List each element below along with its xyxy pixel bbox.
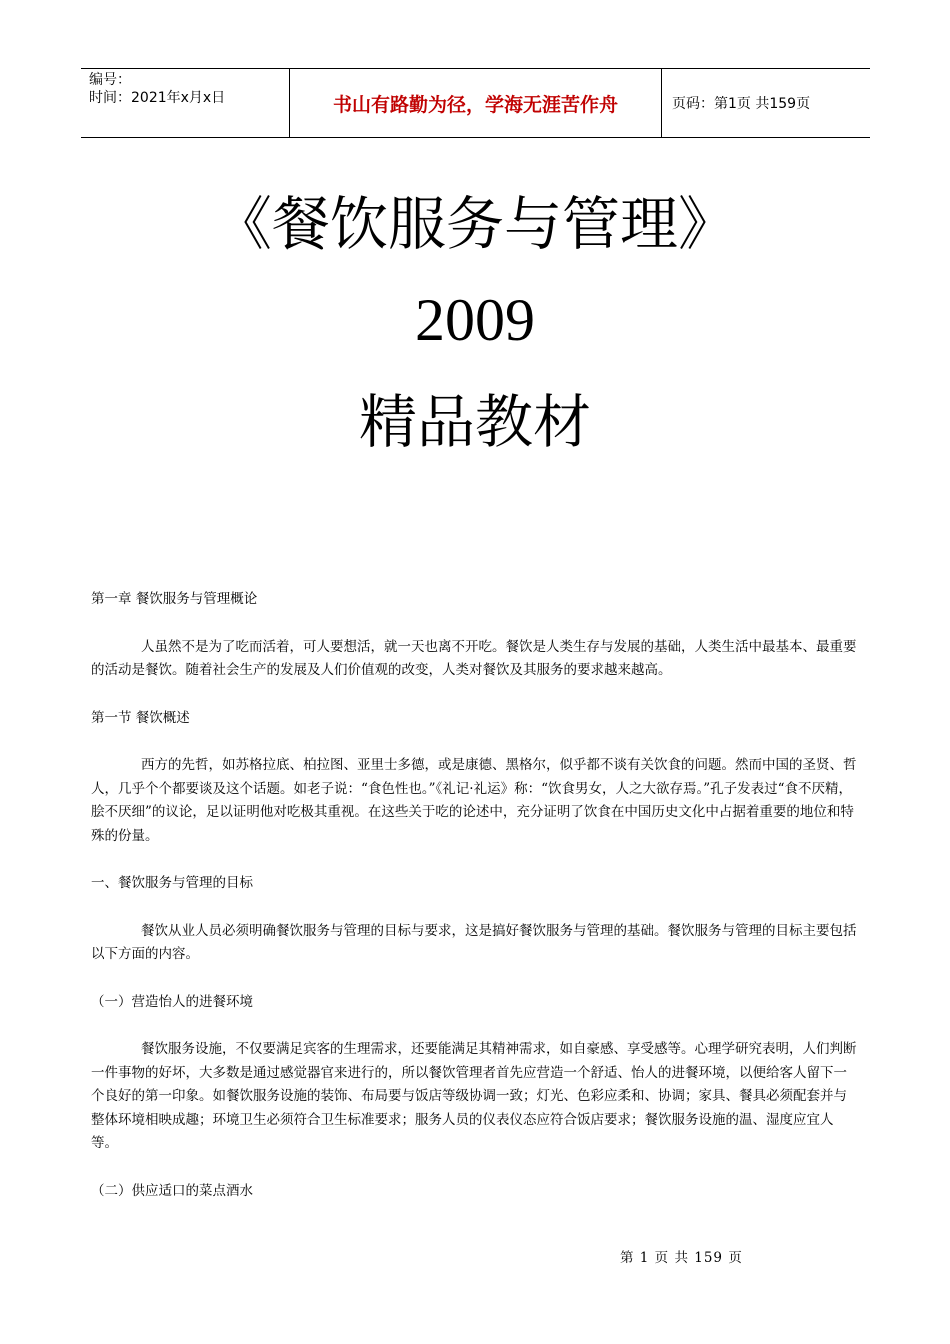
page-footer: 第 1 页 共 159 页 — [620, 1250, 743, 1266]
code-label: 编号： — [89, 72, 131, 88]
chapter-heading: 第一章 餐饮服务与管理概论 — [91, 591, 258, 607]
sub-heading: 一、餐饮服务与管理的目标 — [91, 875, 253, 891]
paragraph: 餐饮服务设施，不仅要满足宾客的生理需求，还要能满足其精神需求，如自豪感、享受感等。心理学研究表明，人们判断一件事物的好坏，大多数是通过感觉器官来进行的，所以餐饮管理者首先应营造一个舒适、怡人的进餐环境，以便给客人留下一个良好的第一印象。如餐饮服务设施的装饰、布局要与饭店等级协调一致；灯光、色彩应柔和、协调；家具、餐具必须配套并与整体环境相映成趣；环境卫生必须符合卫生标准要求；服务人员的仪表仪态应符合饭店要求；餐饮服务设施的温、湿度应宜人等。 — [91, 1041, 857, 1151]
document-year: 2009 — [415, 287, 535, 353]
date-label: 时间：2021年x月x日 — [89, 90, 226, 106]
page-header — [81, 68, 870, 138]
header-motto: 书山有路勤为径，学海无涯苦作舟 — [290, 69, 662, 137]
header-page-info: 页码：第1页 共159页 — [672, 96, 811, 112]
document-subtitle: 精品教材 — [358, 388, 591, 456]
document-title: 《餐饮服务与管理》 — [213, 190, 736, 258]
sub-heading: （一）营造怡人的进餐环境 — [91, 993, 253, 1010]
sub-heading: （二）供应适口的菜点酒水 — [91, 1182, 253, 1199]
document-body — [91, 588, 859, 1227]
paragraph: 人虽然不是为了吃而活着，可人要想活，就一天也离不开吃。餐饮是人类生存与发展的基础，人类生活中最基本、最重要的活动是餐饮。随着社会生产的发展及人们价值观的改变，人类对餐饮及其服务的要求越来越高。 — [91, 638, 857, 678]
paragraph: 餐饮从业人员必须明确餐饮服务与管理的目标与要求，这是搞好餐饮服务与管理的基础。餐饮服务与管理的目标主要包括以下方面的内容。 — [91, 922, 857, 962]
section-heading: 第一节 餐饮概述 — [91, 709, 190, 726]
header-meta — [81, 69, 290, 137]
paragraph: 西方的先哲，如苏格拉底、柏拉图、亚里士多德，或是康德、黑格尔，似乎都不谈有关饮食的问题。然而中国的圣贤、哲人，几乎个个都要谈及这个话题。如老子说：“食色性也。”《礼记·礼运》称：“饮食男女，人之大欲存焉。”孔子发表过“食不厌精，脍不厌细”的议论，足以证明他对吃极其重视。在这些关于吃的论述中，充分证明了饮食在中国历史文化中占据着重要的地位和特殊的份量。 — [91, 757, 857, 844]
